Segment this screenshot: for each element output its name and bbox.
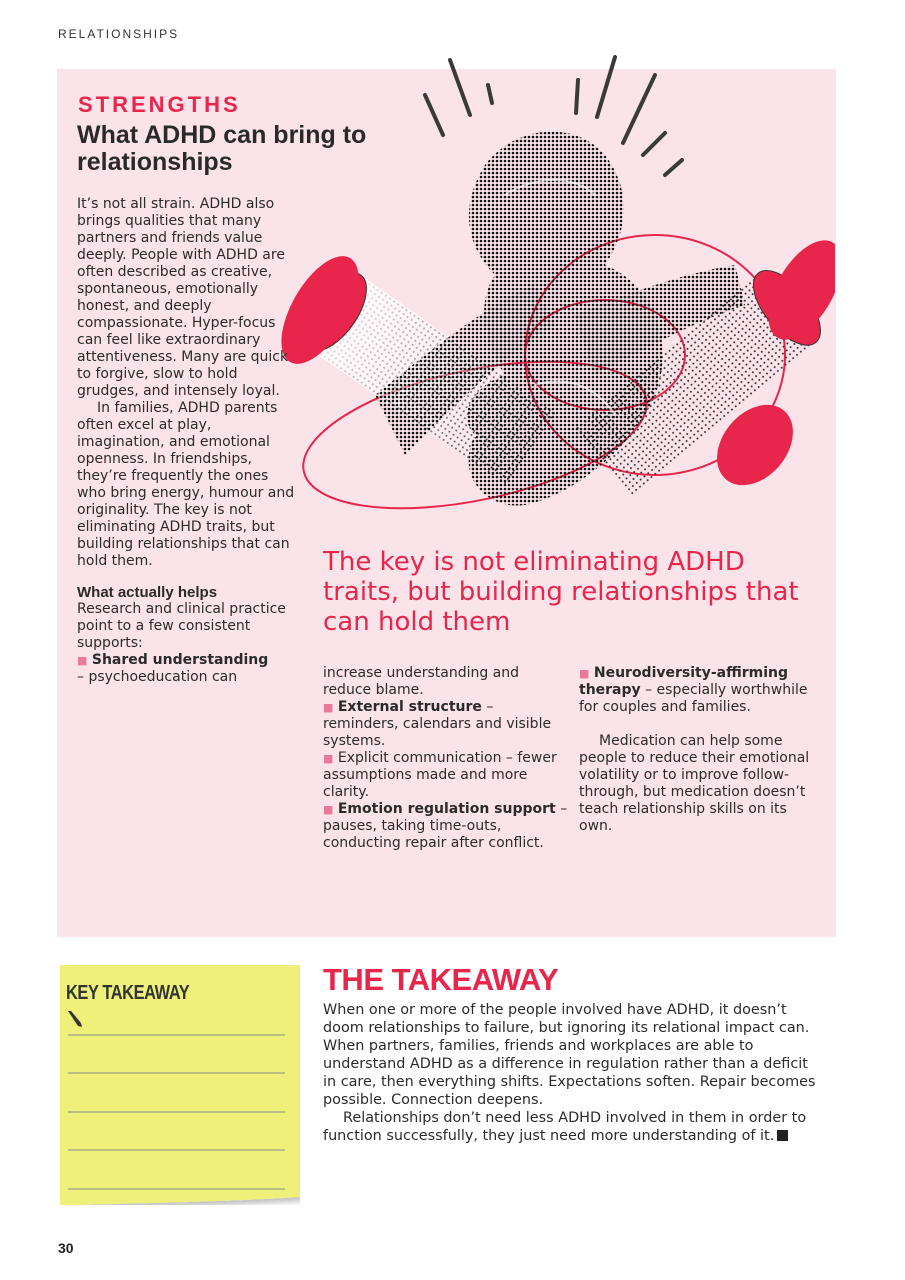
page-number: 30 [58, 1240, 74, 1256]
pull-quote: The key is not eliminating ADHD traits, but building relationships that can hold them [323, 547, 799, 637]
subheading: What actually helps [77, 584, 218, 601]
pencil-icon [67, 1010, 83, 1028]
text-column-2 [323, 665, 568, 852]
text-column-3 [579, 665, 819, 835]
list-item: ■ Emotion regulation support – pauses, taking time-outs, conducting repair after conflict. [323, 801, 568, 851]
clasped-hands-illustration [275, 55, 835, 525]
square-bullet-icon: ■ [579, 667, 590, 680]
paragraph: It’s not all strain. ADHD also brings qualities that many partners and friends value deeply. People with ADHD are often described as creative, spontaneous, emotionally honest, and deeply compassionate. Hyper-focus can feel like extraordinary attentiveness. Many are quick to forgive, slow to hold grudges, and intensely loyal. [77, 196, 289, 399]
paragraph: In families, ADHD parents often excel at play, imagination, and emotional openness. In friendships, they’re frequently the ones who bring energy, humour and originality. The key is not eliminating ADHD traits, but building relationships that can hold them. [77, 400, 295, 569]
list-item: ■ Shared understanding – psychoeducation can [77, 652, 269, 685]
article-headline: What ADHD can bring to relationships [77, 121, 367, 176]
paragraph: Relationships don’t need less ADHD involved in them in order to function successfully, they just need more understanding of it. [323, 1110, 807, 1144]
sticky-note-title: KEY TAKEAWAY [66, 982, 190, 1004]
list-item: ■ Neurodiversity-affirming therapy – especially worthwhile for couples and families. [579, 665, 808, 715]
text-column-1 [77, 196, 297, 686]
end-mark-icon [777, 1130, 788, 1141]
takeaway-body [323, 1001, 823, 1145]
list-item: ■ Explicit communication – fewer assumptions made and more clarity. [323, 750, 557, 800]
section-label: RELATIONSHIPS [58, 27, 180, 41]
paragraph: When one or more of the people involved have ADHD, it doesn’t doom relationships to failure, but ignoring its relational impact can. When partners, families, friends and workplaces are able to understand ADHD as a difference in regulation rather than a deficit in care, then everything shifts. Expectations soften. Repair becomes possible. Connection deepens. [323, 1002, 816, 1108]
square-bullet-icon: ■ [77, 654, 88, 667]
paragraph: increase understanding and reduce blame. [323, 665, 520, 698]
square-bullet-icon: ■ [323, 803, 334, 816]
paragraph: Medication can help some people to reduce their emotional volatility or to improve follow-through, but medication doesn’t teach relationship skills on its own. [579, 733, 810, 834]
takeaway-title: THE TAKEAWAY [323, 962, 559, 997]
square-bullet-icon: ■ [323, 752, 334, 765]
square-bullet-icon: ■ [323, 701, 334, 714]
kicker: STRENGTHS [78, 92, 241, 117]
paragraph: Research and clinical practice point to a few consistent supports: [77, 601, 286, 651]
list-item: ■ External structure – reminders, calendars and visible systems. [323, 699, 552, 749]
